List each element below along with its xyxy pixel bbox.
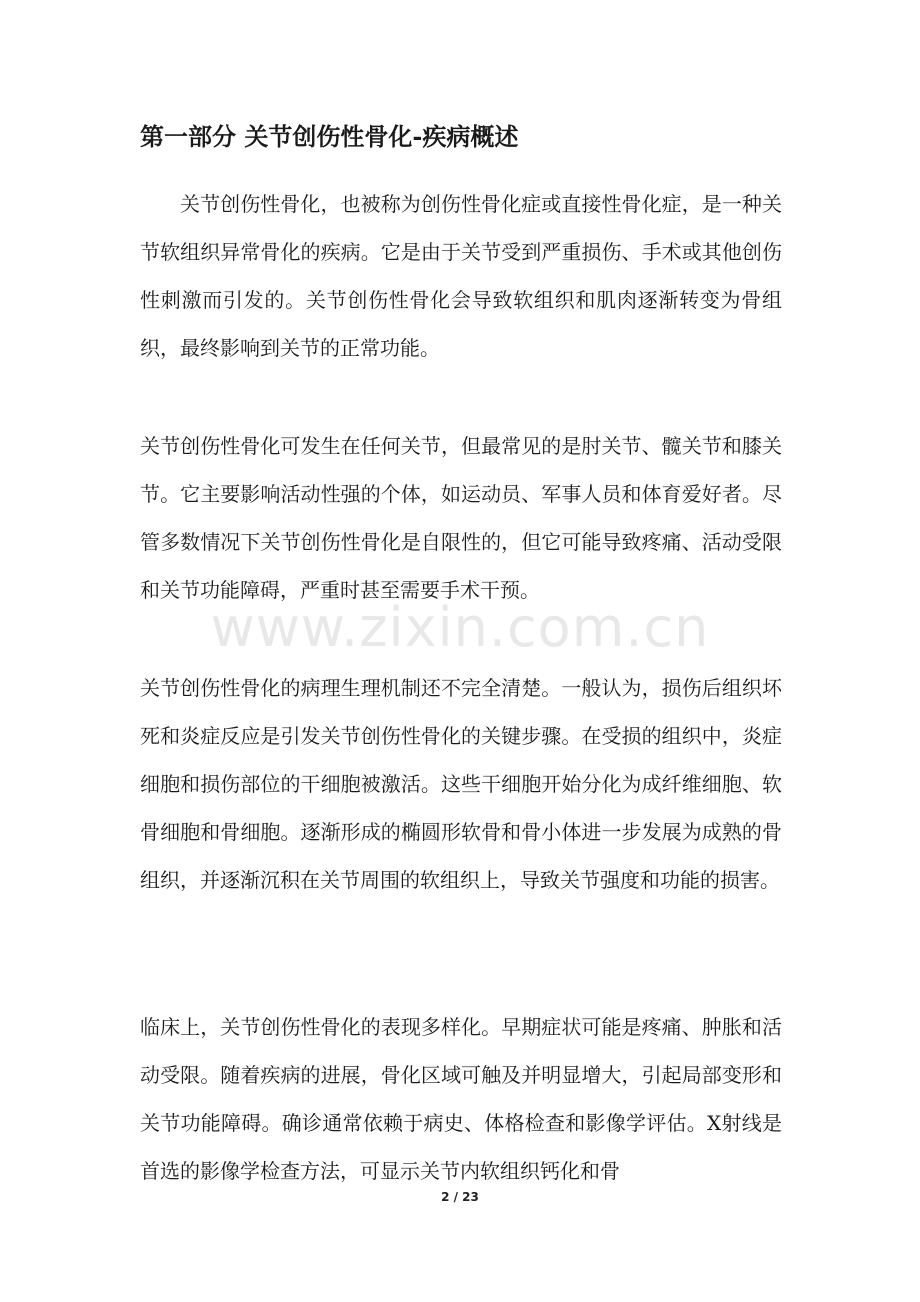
paragraph-pathophysiology: 关节创伤性骨化的病理生理机制还不完全清楚。一般认为，损伤后组织坏死和炎症反应是引发关节创伤性骨化的关键步骤。在受损的组织中，炎症细胞和损伤部位的干细胞被激活。这些干细胞开始分化为成纤维细胞、软骨细胞和骨细胞。逐渐形成的椭圆形软骨和骨小体进一步发展为成熟的骨组织，并逐渐沉积在关节周围的软组织上，导致关节强度和功能的损害。: [140, 676, 782, 892]
watermark: www.zixin.com.cn: [210, 596, 710, 659]
paragraph-clinical: 临床上，关节创伤性骨化的表现多样化。早期症状可能是疼痛、肿胀和活动受限。随着疾病的进展，骨化区域可触及并明显增大，引起局部变形和关节功能障碍。确诊通常依赖于病史、体格检查和影像学评估。X射线是首选的影像学检查方法，可显示关节内软组织钙化和骨: [140, 1015, 782, 1183]
page-number: 2 / 23: [441, 1190, 479, 1204]
paragraph-affected-joints: 关节创伤性骨化可发生在任何关节，但最常见的是肘关节、髋关节和膝关节。它主要影响活动性强的个体，如运动员、军事人员和体育爱好者。尽管多数情况下关节创伤性骨化是自限性的，但它可能导致疼痛、活动受限和关节功能障碍，严重时甚至需要手术干预。: [140, 434, 782, 602]
section-title: 第一部分 关节创伤性骨化-疾病概述: [140, 122, 519, 151]
paragraph-overview: 关节创伤性骨化，也被称为创伤性骨化症或直接性骨化症，是一种关节软组织异常骨化的疾病。它是由于关节受到严重损伤、手术或其他创伤性刺激而引发的。关节创伤性骨化会导致软组织和肌肉逐渐转变为骨组织，最终影响到关节的正常功能。: [140, 192, 782, 360]
